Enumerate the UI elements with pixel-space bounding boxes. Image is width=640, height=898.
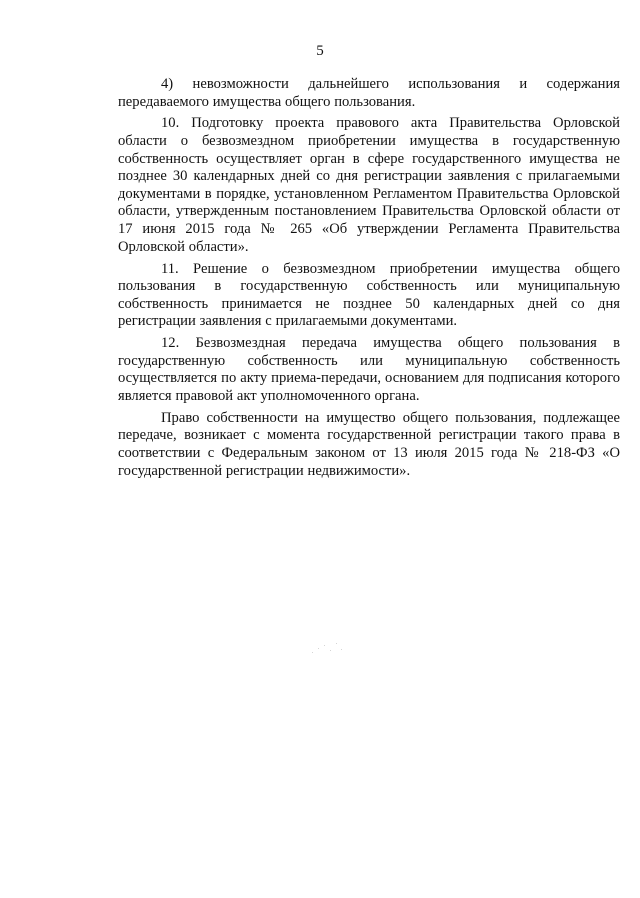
- scan-dot: [312, 652, 313, 653]
- scan-dot: [330, 650, 331, 651]
- page-number: 5: [316, 43, 324, 59]
- paragraph-ownership: Право собственности на имущество общего пользования, подлежащее передаче, возникает с момента государственной регистрации такого права в соответствии с Федеральным законом от 13 июля 2015 года № 218-ФЗ «О государственной регистрации недвижимости».: [118, 409, 620, 479]
- scan-dot: [324, 645, 325, 646]
- paragraph-item-11: 11. Решение о безвозмездном приобретении имущества общего пользования в государственную собственность или муниципальную собственность принимается не позднее 50 календарных дней со дня регистрации заявления с прилагаемыми документами.: [118, 260, 620, 330]
- paragraph-item-4: 4) невозможности дальнейшего использования и содержания передаваемого имущества общего пользования.: [118, 76, 620, 110]
- paragraph-item-12: 12. Безвозмездная передача имущества общего пользования в государственную собственность или муниципальную собственность осуществляется по акту приема-передачи, основанием для подписания которого является правовой акт уполномоченного органа.: [118, 335, 620, 404]
- scan-dot: [341, 649, 342, 650]
- scan-dot: [336, 643, 337, 644]
- document-body: [118, 76, 620, 485]
- paragraph-item-10: 10. Подготовку проекта правового акта Правительства Орловской области о безвозмездном приобретении имущества в государственную собственность осуществляет орган в сфере государственного имущества не позднее 30 календарных дней со дня регистрации заявления с прилагаемыми документами в порядке, установленном Регламентом Правительства Орловской области, утвержденным постановлением Правительства Орловской области от 17 июня 2015 года № 265 «Об утверждении Регламента Правительства Орловской области».: [118, 115, 620, 255]
- scan-speck: [310, 640, 344, 660]
- scan-dot: [318, 648, 319, 649]
